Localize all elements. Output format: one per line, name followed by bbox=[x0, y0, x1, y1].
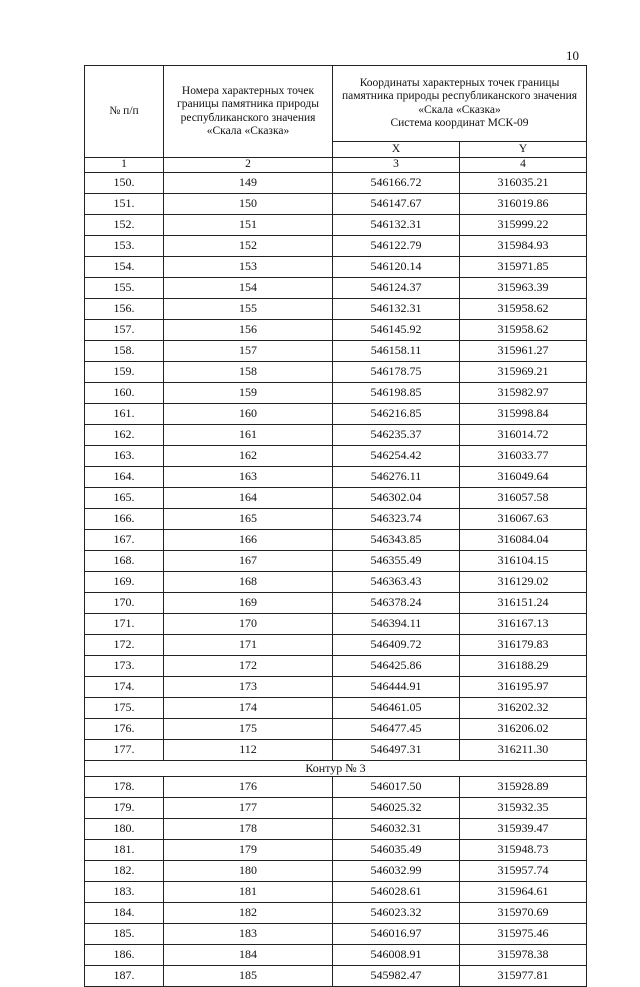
coord-x: 546235.37 bbox=[333, 425, 460, 446]
table-row bbox=[85, 278, 587, 299]
point-number: 184 bbox=[164, 945, 333, 966]
coord-y: 315969.21 bbox=[460, 362, 587, 383]
coord-y: 315975.46 bbox=[460, 924, 587, 945]
point-number: 183 bbox=[164, 924, 333, 945]
row-number: 155. bbox=[85, 278, 164, 299]
row-number: 173. bbox=[85, 656, 164, 677]
coord-x: 545982.47 bbox=[333, 966, 460, 987]
coord-y: 316151.24 bbox=[460, 593, 587, 614]
coord-y: 315939.47 bbox=[460, 819, 587, 840]
table-row bbox=[85, 236, 587, 257]
coord-y: 316014.72 bbox=[460, 425, 587, 446]
point-number: 181 bbox=[164, 882, 333, 903]
header-coord-system: Система координат МСК-09 bbox=[390, 116, 529, 129]
row-number: 162. bbox=[85, 425, 164, 446]
coord-x: 546254.42 bbox=[333, 446, 460, 467]
coord-y: 315964.61 bbox=[460, 882, 587, 903]
point-number: 170 bbox=[164, 614, 333, 635]
coord-x: 546032.99 bbox=[333, 861, 460, 882]
coord-y: 315958.62 bbox=[460, 320, 587, 341]
coord-x: 546028.61 bbox=[333, 882, 460, 903]
row-number: 152. bbox=[85, 215, 164, 236]
row-number: 151. bbox=[85, 194, 164, 215]
table-row bbox=[85, 614, 587, 635]
row-number: 181. bbox=[85, 840, 164, 861]
coord-y: 315957.74 bbox=[460, 861, 587, 882]
table-row bbox=[85, 530, 587, 551]
coord-x: 546158.11 bbox=[333, 341, 460, 362]
coord-x: 546008.91 bbox=[333, 945, 460, 966]
table-row bbox=[85, 488, 587, 509]
table-row bbox=[85, 257, 587, 278]
row-number: 169. bbox=[85, 572, 164, 593]
row-number: 160. bbox=[85, 383, 164, 404]
coord-y: 316019.86 bbox=[460, 194, 587, 215]
coord-x: 546461.05 bbox=[333, 698, 460, 719]
row-number: 171. bbox=[85, 614, 164, 635]
coord-y: 315984.93 bbox=[460, 236, 587, 257]
table-row bbox=[85, 362, 587, 383]
coord-y: 316033.77 bbox=[460, 446, 587, 467]
row-number: 186. bbox=[85, 945, 164, 966]
coord-x: 546477.45 bbox=[333, 719, 460, 740]
coord-x: 546363.43 bbox=[333, 572, 460, 593]
table-row bbox=[85, 840, 587, 861]
table-row bbox=[85, 215, 587, 236]
header-idx-1: 1 bbox=[85, 158, 164, 173]
point-number: 177 bbox=[164, 798, 333, 819]
row-number: 150. bbox=[85, 173, 164, 194]
point-number: 167 bbox=[164, 551, 333, 572]
header-y: Y bbox=[460, 142, 587, 158]
coord-x: 546276.11 bbox=[333, 467, 460, 488]
table-row bbox=[85, 593, 587, 614]
row-number: 182. bbox=[85, 861, 164, 882]
row-number: 179. bbox=[85, 798, 164, 819]
coord-y: 315963.39 bbox=[460, 278, 587, 299]
header-coords bbox=[333, 66, 587, 142]
coord-x: 546216.85 bbox=[333, 404, 460, 425]
coord-y: 315978.38 bbox=[460, 945, 587, 966]
row-number: 167. bbox=[85, 530, 164, 551]
coord-y: 315998.84 bbox=[460, 404, 587, 425]
point-number: 150 bbox=[164, 194, 333, 215]
table-row bbox=[85, 572, 587, 593]
point-number: 176 bbox=[164, 777, 333, 798]
point-number: 178 bbox=[164, 819, 333, 840]
point-number: 159 bbox=[164, 383, 333, 404]
table-row bbox=[85, 819, 587, 840]
point-number: 168 bbox=[164, 572, 333, 593]
point-number: 174 bbox=[164, 698, 333, 719]
row-number: 187. bbox=[85, 966, 164, 987]
table-body-part-b bbox=[85, 777, 587, 987]
coord-y: 316188.29 bbox=[460, 656, 587, 677]
coordinates-table bbox=[84, 65, 587, 987]
table-row bbox=[85, 341, 587, 362]
row-number: 166. bbox=[85, 509, 164, 530]
header-idx-2: 2 bbox=[164, 158, 333, 173]
point-number: 175 bbox=[164, 719, 333, 740]
coord-y: 315928.89 bbox=[460, 777, 587, 798]
row-number: 157. bbox=[85, 320, 164, 341]
coord-y: 316211.30 bbox=[460, 740, 587, 761]
coord-y: 316195.97 bbox=[460, 677, 587, 698]
table-row bbox=[85, 882, 587, 903]
point-number: 157 bbox=[164, 341, 333, 362]
header-points: Номера характерных точек границы памятника природы республиканского значения «Скала «Сказка» bbox=[164, 66, 333, 158]
coord-x: 546178.75 bbox=[333, 362, 460, 383]
row-number: 175. bbox=[85, 698, 164, 719]
coord-x: 546145.92 bbox=[333, 320, 460, 341]
coord-y: 316129.02 bbox=[460, 572, 587, 593]
row-number: 184. bbox=[85, 903, 164, 924]
coord-y: 315982.97 bbox=[460, 383, 587, 404]
row-number: 163. bbox=[85, 446, 164, 467]
contour-label: Контур № 3 bbox=[85, 761, 587, 777]
coord-y: 315961.27 bbox=[460, 341, 587, 362]
coord-x: 546394.11 bbox=[333, 614, 460, 635]
coord-x: 546132.31 bbox=[333, 299, 460, 320]
table-body-part-a bbox=[85, 173, 587, 761]
point-number: 164 bbox=[164, 488, 333, 509]
coord-y: 316179.83 bbox=[460, 635, 587, 656]
row-number: 154. bbox=[85, 257, 164, 278]
point-number: 171 bbox=[164, 635, 333, 656]
row-number: 161. bbox=[85, 404, 164, 425]
coord-x: 546425.86 bbox=[333, 656, 460, 677]
table-row bbox=[85, 446, 587, 467]
table-row bbox=[85, 320, 587, 341]
row-number: 170. bbox=[85, 593, 164, 614]
table-row bbox=[85, 656, 587, 677]
point-number: 163 bbox=[164, 467, 333, 488]
coord-y: 315971.85 bbox=[460, 257, 587, 278]
point-number: 166 bbox=[164, 530, 333, 551]
point-number: 158 bbox=[164, 362, 333, 383]
table-row bbox=[85, 551, 587, 572]
row-number: 183. bbox=[85, 882, 164, 903]
point-number: 169 bbox=[164, 593, 333, 614]
point-number: 161 bbox=[164, 425, 333, 446]
row-number: 156. bbox=[85, 299, 164, 320]
point-number: 160 bbox=[164, 404, 333, 425]
table-row bbox=[85, 903, 587, 924]
point-number: 151 bbox=[164, 215, 333, 236]
coord-y: 316049.64 bbox=[460, 467, 587, 488]
contour-row bbox=[85, 761, 587, 777]
row-number: 180. bbox=[85, 819, 164, 840]
coord-x: 546023.32 bbox=[333, 903, 460, 924]
coord-x: 546497.31 bbox=[333, 740, 460, 761]
point-number: 162 bbox=[164, 446, 333, 467]
coord-x: 546378.24 bbox=[333, 593, 460, 614]
coord-x: 546122.79 bbox=[333, 236, 460, 257]
table-row bbox=[85, 740, 587, 761]
table-row bbox=[85, 798, 587, 819]
header-coords-text: Координаты характерных точек границы памятника природы республиканского значения «Скала «Сказка» bbox=[341, 77, 578, 116]
row-number: 158. bbox=[85, 341, 164, 362]
point-number: 182 bbox=[164, 903, 333, 924]
coord-x: 546355.49 bbox=[333, 551, 460, 572]
coord-y: 315958.62 bbox=[460, 299, 587, 320]
coord-y: 316035.21 bbox=[460, 173, 587, 194]
coord-x: 546025.32 bbox=[333, 798, 460, 819]
table-row bbox=[85, 173, 587, 194]
point-number: 156 bbox=[164, 320, 333, 341]
point-number: 180 bbox=[164, 861, 333, 882]
table-row bbox=[85, 467, 587, 488]
contour-section bbox=[85, 761, 587, 777]
header-x: X bbox=[333, 142, 460, 158]
table-row bbox=[85, 698, 587, 719]
table-row bbox=[85, 404, 587, 425]
coord-y: 316167.13 bbox=[460, 614, 587, 635]
row-number: 164. bbox=[85, 467, 164, 488]
row-number: 174. bbox=[85, 677, 164, 698]
coord-x: 546198.85 bbox=[333, 383, 460, 404]
table-row bbox=[85, 945, 587, 966]
coord-x: 546132.31 bbox=[333, 215, 460, 236]
coord-x: 546016.97 bbox=[333, 924, 460, 945]
table-row bbox=[85, 299, 587, 320]
coord-y: 316202.32 bbox=[460, 698, 587, 719]
point-number: 185 bbox=[164, 966, 333, 987]
coord-x: 546032.31 bbox=[333, 819, 460, 840]
row-number: 159. bbox=[85, 362, 164, 383]
coord-y: 316206.02 bbox=[460, 719, 587, 740]
coord-x: 546120.14 bbox=[333, 257, 460, 278]
point-number: 152 bbox=[164, 236, 333, 257]
table-row bbox=[85, 861, 587, 882]
point-number: 173 bbox=[164, 677, 333, 698]
row-number: 168. bbox=[85, 551, 164, 572]
coord-y: 315970.69 bbox=[460, 903, 587, 924]
coord-x: 546409.72 bbox=[333, 635, 460, 656]
coord-x: 546343.85 bbox=[333, 530, 460, 551]
coord-y: 315948.73 bbox=[460, 840, 587, 861]
table-row bbox=[85, 425, 587, 446]
coord-x: 546035.49 bbox=[333, 840, 460, 861]
row-number: 185. bbox=[85, 924, 164, 945]
header-num: № п/п bbox=[85, 66, 164, 158]
table-row bbox=[85, 719, 587, 740]
coord-y: 315977.81 bbox=[460, 966, 587, 987]
point-number: 179 bbox=[164, 840, 333, 861]
coord-y: 315999.22 bbox=[460, 215, 587, 236]
row-number: 165. bbox=[85, 488, 164, 509]
row-number: 176. bbox=[85, 719, 164, 740]
coord-y: 316104.15 bbox=[460, 551, 587, 572]
header-idx-4: 4 bbox=[460, 158, 587, 173]
point-number: 154 bbox=[164, 278, 333, 299]
coord-x: 546166.72 bbox=[333, 173, 460, 194]
table-row bbox=[85, 194, 587, 215]
coord-y: 316067.63 bbox=[460, 509, 587, 530]
page-number: 10 bbox=[566, 48, 579, 63]
point-number: 149 bbox=[164, 173, 333, 194]
coord-x: 546017.50 bbox=[333, 777, 460, 798]
coord-x: 546444.91 bbox=[333, 677, 460, 698]
point-number: 153 bbox=[164, 257, 333, 278]
table-row bbox=[85, 777, 587, 798]
coord-x: 546124.37 bbox=[333, 278, 460, 299]
coord-y: 316084.04 bbox=[460, 530, 587, 551]
row-number: 178. bbox=[85, 777, 164, 798]
point-number: 172 bbox=[164, 656, 333, 677]
table-row bbox=[85, 924, 587, 945]
table-row bbox=[85, 677, 587, 698]
table-row bbox=[85, 383, 587, 404]
point-number: 155 bbox=[164, 299, 333, 320]
row-number: 172. bbox=[85, 635, 164, 656]
coord-x: 546323.74 bbox=[333, 509, 460, 530]
table-row bbox=[85, 966, 587, 987]
coord-y: 315932.35 bbox=[460, 798, 587, 819]
header-idx-3: 3 bbox=[333, 158, 460, 173]
table-row bbox=[85, 509, 587, 530]
point-number: 112 bbox=[164, 740, 333, 761]
table-row bbox=[85, 635, 587, 656]
coord-y: 316057.58 bbox=[460, 488, 587, 509]
coord-x: 546147.67 bbox=[333, 194, 460, 215]
point-number: 165 bbox=[164, 509, 333, 530]
row-number: 153. bbox=[85, 236, 164, 257]
coord-x: 546302.04 bbox=[333, 488, 460, 509]
row-number: 177. bbox=[85, 740, 164, 761]
